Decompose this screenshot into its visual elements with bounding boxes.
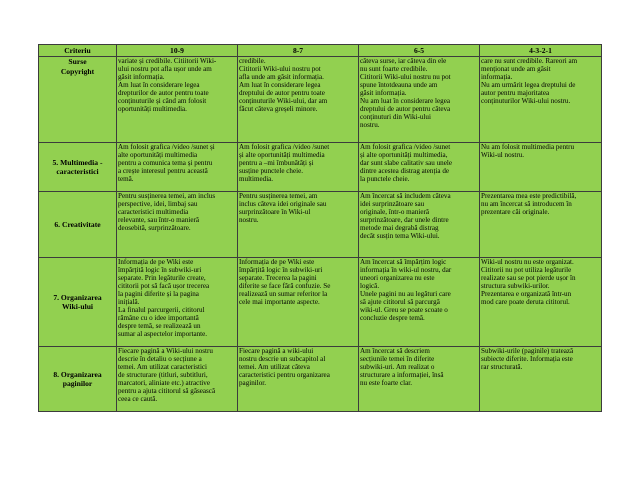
rubric-cell xyxy=(359,57,480,143)
cell-text: Pentru susținerea temei, am inclus perspective, idei, limbaj sau caracteristici multimedia relevante, sau într-o manieră deosebită, surprinzătoare. xyxy=(118,192,216,233)
rubric-cell xyxy=(238,258,359,347)
cell-text: Am folosit grafica /video /sunet și alte oportunități multimedia, dar sunt slabe calitativ sau unele dintre acestea distrag atenția de la punctele cheie. xyxy=(360,143,452,184)
cell-text: Fiecare pagină a wiki-ului nostru descrie un subcapitol al temei. Am utilizat câteva caracteristici pentru organizarea paginilor. xyxy=(239,347,330,388)
cell-text: care nu sunt credibile. Rareori am menționat unde am găsit informația. Nu am urmărit legea dreptului de autor pentru majoritatea conținuturilor Wiki-ului nostru. xyxy=(481,57,578,106)
rubric-cell xyxy=(359,192,480,258)
rubric-cell xyxy=(480,192,602,258)
rubric-cell xyxy=(480,347,602,412)
criterion-label: 8. Organizarea paginilor xyxy=(53,369,102,388)
cell-text: credibile. Cititorii Wiki-ului nostru pot afla unde am găsit informația. Am luat în considerare legea dreptului de autor pentru toate conținuturile Wiki-ului, dar am făcut câteva greșeli minore. xyxy=(239,57,328,114)
cell-text: Pentru susținerea temei, am inclus câteva idei originale sau surprinzătoare în Wiki-ul nostru. xyxy=(239,192,327,225)
cell-text: Am folosit grafica /video /sunet și alte oportunități multimedia pentru a –mi îmbunătăți și susține punctele cheie. multimedia. xyxy=(239,143,330,184)
rubric-cell xyxy=(238,192,359,258)
rubric-cell xyxy=(117,347,238,412)
table-row xyxy=(39,192,602,258)
cell-text: Nu am folosit multimedia pentru Wiki-ul nostru. xyxy=(481,143,574,160)
rubric-cell xyxy=(238,143,359,192)
criterion-label: 7. Organizarea Wiki-ului xyxy=(53,292,102,311)
header-criteriu: Criteriu xyxy=(39,45,117,57)
cell-text: Am folosit grafica /video /sunet și alte oportunități multimedia pentru a comunica tema și pentru a crește interesul pentru această temă. xyxy=(118,143,215,184)
header-score-4-1: 4-3-2-1 xyxy=(480,45,602,57)
cell-text: Am încercat să descriem secțiunile temei în diferite subwiki-uri. Am realizat o structurare a informației, însă nu este foarte clar. xyxy=(360,347,444,388)
table-row xyxy=(39,347,602,412)
criterion-cell xyxy=(39,258,117,347)
rubric-cell xyxy=(480,258,602,347)
rubric-table xyxy=(38,44,602,412)
table-row xyxy=(39,143,602,192)
rubric-cell xyxy=(359,258,480,347)
table-row xyxy=(39,57,602,143)
criterion-cell xyxy=(39,192,117,258)
rubric-cell xyxy=(238,57,359,143)
criterion-label: 5. Multimedia - caracteristici xyxy=(52,157,103,176)
cell-text: Fiecare pagină a Wiki-ului nostru descrie în detaliu o secțiune a temei. Am utilizat caracteristici de structurare (titluri, subtitluri, marcatori, aliniate etc.) atractive pentru a ajuta cititorul să găsească ceea ce caută. xyxy=(118,347,216,404)
header-row xyxy=(39,45,602,57)
header-score-6-5: 6-5 xyxy=(359,45,480,57)
header-score-8-7: 8-7 xyxy=(238,45,359,57)
criterion-cell xyxy=(39,57,117,143)
cell-text: Am încercat să împărțim logic informația în wiki-ul nostru, dar uneori organizarea nu este logică. Unele pagini nu au legături care să ajute cititorul să parcurgă wiki-ul. Greu se poate scoate o concluzie despre temă. xyxy=(360,258,452,323)
cell-text: Subwiki-urile (paginile) tratează subiecte diferite. Informația este rar structurată. xyxy=(481,347,574,372)
cell-text: Informația de pe Wiki este împărțită logic în subwiki-uri separate. Trecerea la pagini diferite se face fără confuzie. Se realizează un sumar referitor la cele mai importante aspecte. xyxy=(239,258,331,307)
criterion-label: 6. Creativitate xyxy=(54,219,101,229)
rubric-cell xyxy=(117,57,238,143)
cell-text: Am încercat să includem câteva idei surprinzătoare sau originale, într-o manieră surprinzătoare, dar unele dintre metode mai degrabă distrag decât susțin tema Wiki-ului. xyxy=(360,192,451,241)
table-row xyxy=(39,258,602,347)
rubric-cell xyxy=(359,347,480,412)
rubric-cell xyxy=(238,347,359,412)
criterion-label: Surse Copyright xyxy=(60,57,95,76)
rubric-cell xyxy=(480,57,602,143)
rubric-cell xyxy=(117,258,238,347)
criterion-cell xyxy=(39,143,117,192)
cell-text: variate și credibile. Citiitorii Wiki- ului nostru pot afla ușor unde am găsit informația. Am luat în considerare legea drepturilor de autor pentru toate conținuturile și când am folosit oportunități multimedia. xyxy=(118,57,217,114)
cell-text: câteva surse, iar câteva din ele nu sunt foarte credibile. Cititorii Wiki-ului nostru nu pot spune întotdeauna unde am găsit informația. Nu am luat în considerare legea dreptului de autor pentru câteva conținuturi din Wiki-ului nostru. xyxy=(360,57,451,130)
rubric-cell xyxy=(117,143,238,192)
rubric-cell xyxy=(480,143,602,192)
cell-text: Informația de pe Wiki este împărțită logic în subwiki-uri separate. Prin legăturile create, cititorii pot să facă ușor trecerea la pagini diferite și la pagina inițială. La finalul parcurgerii, cititorul rămâne cu o idee importantă despre temă, se realizează un sumar al aspectelor importante. xyxy=(118,258,210,339)
cell-text: Prezentarea mea este predictibilă, nu am încercat să introducem în prezentare căi originale. xyxy=(481,192,577,217)
header-score-10-9: 10-9 xyxy=(117,45,238,57)
rubric-cell xyxy=(359,143,480,192)
criterion-cell xyxy=(39,347,117,412)
cell-text: Wiki-ul nostru nu este organizat. Cititorii nu pot utiliza legăturile realizate sau se pot pierde ușor în structura subwiki-urilor. Prezentarea e organizată într-un mod care poate deruta cititorul. xyxy=(481,258,576,307)
rubric-cell xyxy=(117,192,238,258)
rubric-container xyxy=(38,44,601,412)
